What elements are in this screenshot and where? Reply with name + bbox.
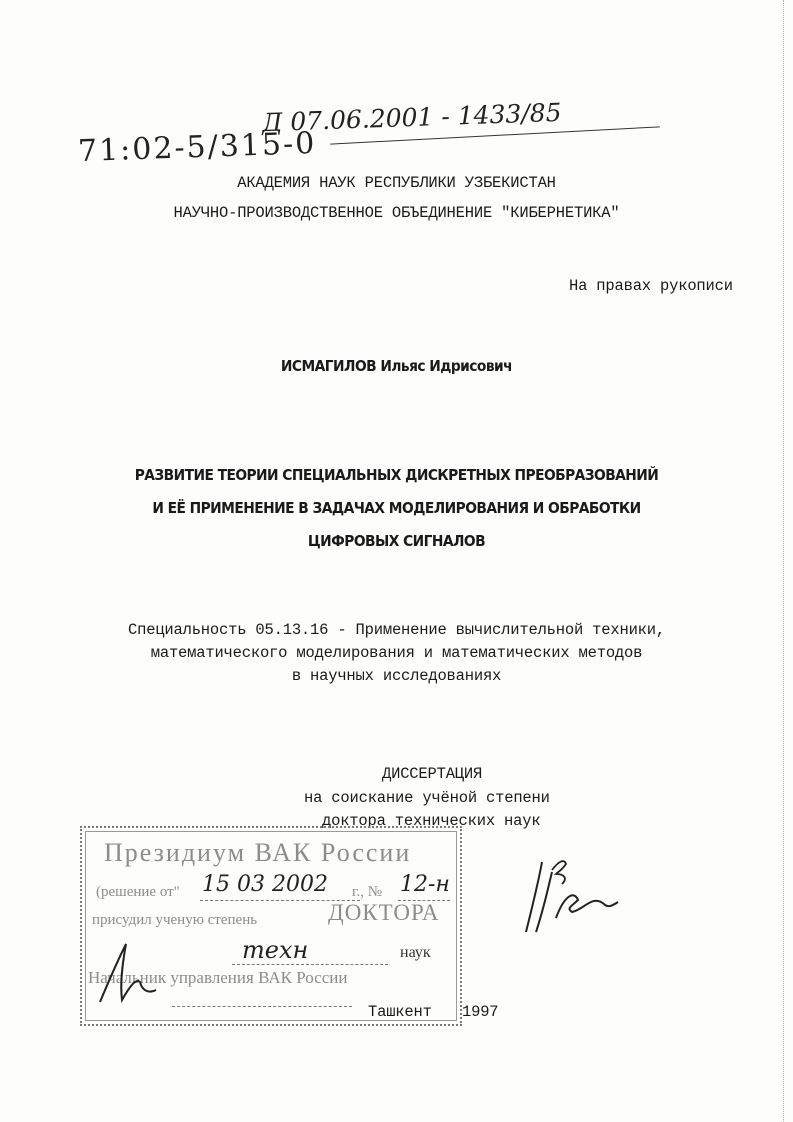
page-edge-line (783, 0, 785, 1122)
city: Ташкент (368, 1003, 432, 1021)
thesis-title-line-1: РАЗВИТИЕ ТЕОРИИ СПЕЦИАЛЬНЫХ ДИСКРЕТНЫХ ПРЕОБРАЗОВАНИЙ (134, 466, 659, 484)
stamp-decision-number: 12-н (400, 872, 450, 897)
specialty-line-2: математического моделирования и математических методов (150, 644, 643, 662)
stamp-title: Президиум ВАК России (104, 838, 412, 867)
stamp-decision-prefix: (решение от" (96, 884, 180, 900)
specialty-line-3: в научных исследованиях (291, 667, 502, 685)
dissertation-label: ДИССЕРТАЦИЯ (382, 765, 483, 783)
stamp-head: Начальник управления ВАК России (88, 968, 348, 987)
stamp-decision-no-label: г., № (352, 884, 383, 900)
academy-name: АКАДЕМИЯ НАУК РЕСПУБЛИКИ УЗБЕКИСТАН (237, 174, 556, 192)
vak-approval-stamp (80, 826, 462, 1026)
association-name: НАУЧНО-ПРОИЗВОДСТВЕННОЕ ОБЪЕДИНЕНИЕ "КИБЕРНЕТИКА" (173, 204, 620, 222)
stamp-decision-date: 15 03 2002 (202, 872, 328, 897)
author-name: ИСМАГИЛОВ Ильяс Идрисович (280, 357, 513, 375)
degree-field: доктора технических наук (322, 812, 541, 830)
rights-note: На правах рукописи (569, 277, 733, 295)
year: 1997 (462, 1003, 499, 1021)
author-signature (512, 848, 622, 938)
stamp-field: техн (242, 936, 309, 964)
handwritten-archive-code: 71:02-5/315-0 (77, 125, 317, 170)
stamp-degree-prefix: присудил ученую степень (92, 912, 258, 928)
stamp-field-underline (232, 964, 388, 965)
stamp-signature (92, 938, 212, 1008)
specialty-line-1: Специальность 05.13.16 - Применение вычислительной техники, (128, 621, 665, 639)
thesis-title-line-2: И ЕЁ ПРИМЕНЕНИЕ В ЗАДАЧАХ МОДЕЛИРОВАНИЯ И ОБРАБОТКИ (152, 499, 641, 517)
thesis-title-line-3: ЦИФРОВЫХ СИГНАЛОВ (307, 532, 486, 550)
stamp-field-suffix: наук (400, 944, 431, 961)
stamp-degree: ДОКТОРА (328, 900, 440, 925)
handwritten-date-note: Д 07.06.2001 - 1433/85 (261, 97, 563, 138)
degree-sought: на соискание учёной степени (304, 789, 550, 807)
